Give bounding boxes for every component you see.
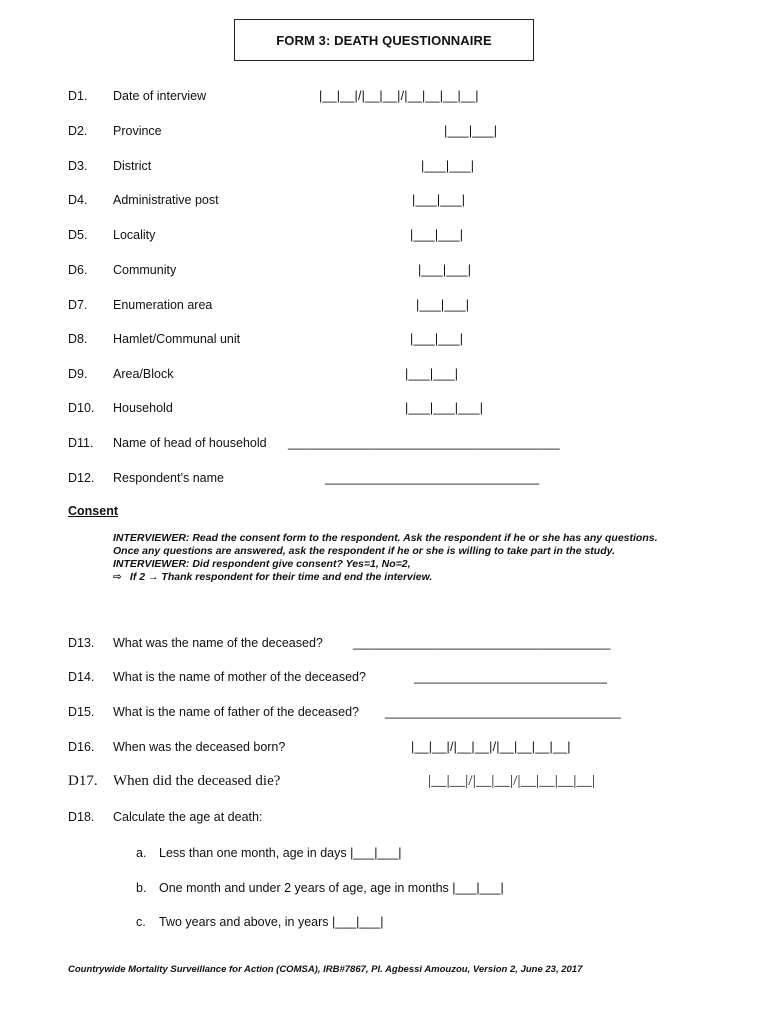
question-number: D15. [68,705,95,719]
question-number: D3. [68,159,88,173]
question-number: D18. [68,810,95,824]
question-d5 [68,228,708,244]
question-number: D11. [68,436,94,450]
instruction-consent-question: INTERVIEWER: Did respondent give consent? Yes=1, No=2, [113,558,411,570]
option-letter: b. [136,881,147,895]
question-number: D10. [68,401,95,415]
question-number: D8. [68,332,88,346]
option-text: Two years and above, in years |___|___| [159,915,384,929]
district-field[interactable]: |___|___| [421,159,475,173]
question-label: Province [113,124,162,138]
question-label: What was the name of the deceased? [113,636,323,650]
question-d6 [68,263,708,279]
question-label: Locality [113,228,156,242]
head-of-household-field[interactable]: ______________________________________ [288,436,560,450]
question-d16 [68,740,708,756]
question-d18 [68,810,708,826]
question-label: Enumeration area [113,298,213,312]
question-number: D13. [68,636,95,650]
question-label: Area/Block [113,367,174,381]
death-date-field[interactable]: |__|__|/|__|__|/|__|__|__|__| [428,773,596,789]
question-label: What is the name of mother of the deceased? [113,670,366,684]
form-title: FORM 3: DEATH QUESTIONNAIRE [234,19,534,61]
footer-citation: Countrywide Mortality Surveillance for Action (COMSA), IRB#7867, PI. Agbessi Amouzou, Version 2, June 23, 2017 [68,964,583,975]
option-letter: a. [136,846,147,860]
question-label: Calculate the age at death: [113,810,263,824]
question-label: Administrative post [113,193,219,207]
province-field[interactable]: |___|___| [444,124,498,138]
interviewer-instructions [113,532,673,584]
option-letter: c. [136,915,146,929]
question-number: D5. [68,228,88,242]
question-number: D7. [68,298,88,312]
age-option-b[interactable] [136,881,556,897]
instruction-end-text: If 2 → Thank respondent for their time and end the interview. [129,571,433,583]
question-d12 [68,471,708,487]
area-block-field[interactable]: |___|___| [405,367,459,381]
question-label: Name of head of household [113,436,267,450]
question-d8 [68,332,708,348]
question-number: D12. [68,471,95,485]
question-d1 [68,89,708,105]
question-label: Hamlet/Communal unit [113,332,241,346]
question-number: D16. [68,740,95,754]
instruction-end-interview [113,571,673,584]
question-number: D14. [68,670,95,684]
question-d17 [68,773,708,791]
question-label: When did the deceased die? [113,773,281,789]
question-d7 [68,298,708,314]
question-d15 [68,705,708,721]
question-number: D6. [68,263,88,277]
father-name-field[interactable]: _________________________________ [385,705,622,719]
enumeration-area-field[interactable]: |___|___| [416,298,470,312]
mother-name-field[interactable]: ___________________________ [414,670,608,684]
question-number: D2. [68,124,88,138]
locality-field[interactable]: |___|___| [410,228,464,242]
question-d13 [68,636,708,652]
question-number: D17. [68,773,98,789]
hamlet-field[interactable]: |___|___| [410,332,464,346]
question-d14 [68,670,708,686]
question-d10 [68,401,708,417]
administrative-post-field[interactable]: |___|___| [412,193,466,207]
question-d11 [68,436,708,452]
question-d9 [68,367,708,383]
question-d2 [68,124,708,140]
option-text: One month and under 2 years of age, age in months |___|___| [159,881,504,895]
instruction-read-consent: INTERVIEWER: Read the consent form to the respondent. Ask the respondent if he or she has any questions. Once any questions are answered, ask the respondent if he or she is willing to take part in the study. [113,532,658,557]
question-label: Date of interview [113,89,207,103]
question-number: D4. [68,193,88,207]
question-label: Community [113,263,177,277]
question-label: Respondent’s name [113,471,224,485]
question-d3 [68,159,708,175]
question-label: District [113,159,152,173]
question-label: What is the name of father of the deceased? [113,705,359,719]
community-field[interactable]: |___|___| [418,263,472,277]
question-d4 [68,193,708,209]
birth-date-field[interactable]: |__|__|/|__|__|/|__|__|__|__| [411,740,571,754]
deceased-name-field[interactable]: ____________________________________ [353,636,611,650]
household-field[interactable]: |___|___|___| [405,401,484,415]
question-number: D1. [68,89,88,103]
consent-heading: Consent [68,504,118,518]
question-label: When was the deceased born? [113,740,286,754]
age-option-c[interactable] [136,915,556,931]
question-label: Household [113,401,173,415]
age-option-a[interactable] [136,846,556,862]
date-of-interview-field[interactable]: |__|__|/|__|__|/|__|__|__|__| [319,89,479,103]
option-text: Less than one month, age in days |___|___| [159,846,402,860]
arrow-right-icon: ⇨ [113,571,122,583]
question-number: D9. [68,367,88,381]
respondent-name-field[interactable]: ______________________________ [325,471,540,485]
